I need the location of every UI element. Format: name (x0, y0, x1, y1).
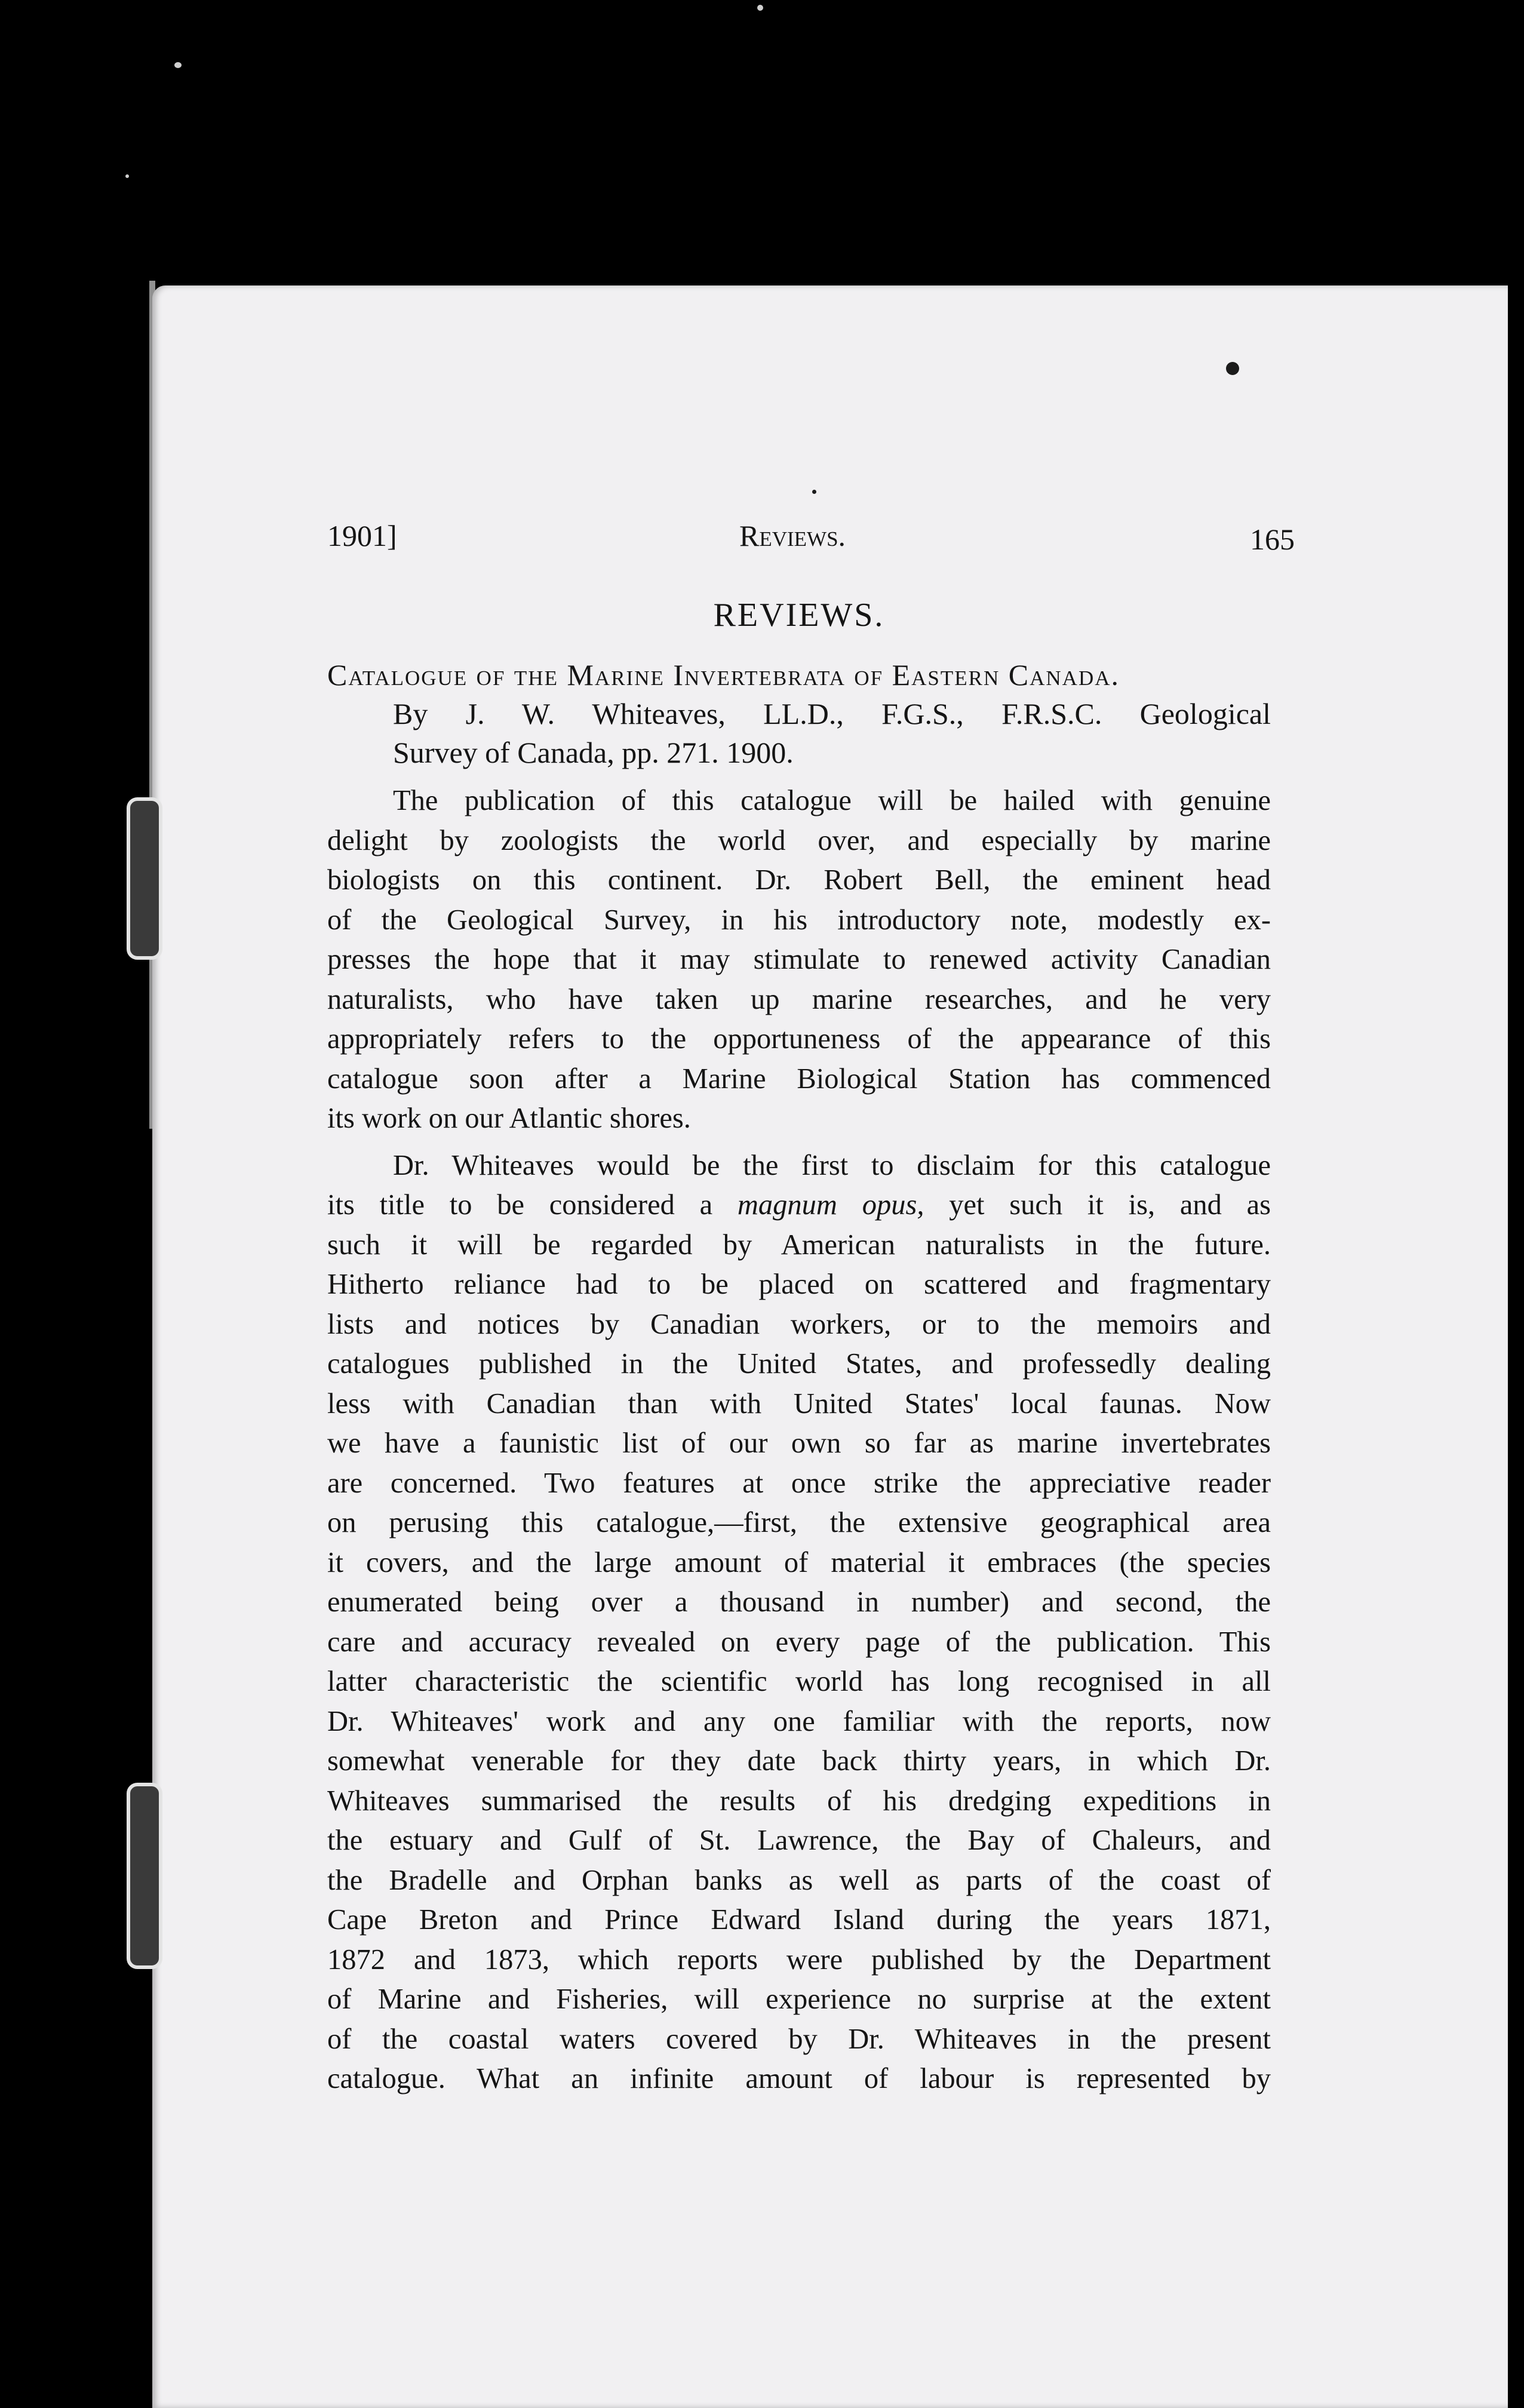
paragraph (327, 1146, 1271, 2099)
text-line: it covers, and the large amount of material it embraces (the species (327, 1546, 1271, 1578)
text-line: we have a faunistic list of our own so far as marine invertebrates (327, 1427, 1271, 1459)
page-number: 165 (1250, 523, 1295, 556)
text-line: Whiteaves summarised the results of his dredging expeditions in (327, 1784, 1271, 1817)
book-publisher: Survey of Canada, pp. 271. 1900. (393, 736, 794, 769)
paragraph (327, 781, 1271, 1139)
text-line: Cape Breton and Prince Edward Island during the years 1871, (327, 1904, 1271, 1936)
text-fragment: yet such it is, and as (949, 1189, 1271, 1221)
text-line: appropriately refers to the opportuneness of the appearance of this (327, 1023, 1271, 1055)
text-line: of the coastal waters covered by Dr. Whiteaves in the present (327, 2023, 1271, 2055)
text-line: less with Canadian than with United States' local faunas. Now (327, 1387, 1271, 1420)
running-head (327, 518, 1295, 566)
text-line: presses the hope that it may stimulate to renewed activity Canadian (327, 944, 1271, 975)
text-line: latter characteristic the scientific world has long recognised in all (327, 1666, 1271, 1697)
ink-spot (1226, 362, 1239, 375)
text-line: delight by zoologists the world over, and especially by marine (327, 824, 1271, 856)
text-line: Dr. Whiteaves would be the first to disclaim for this catalogue (393, 1149, 1271, 1181)
text-line (327, 1185, 1271, 1226)
scan-speck (125, 174, 129, 178)
running-head-year: 1901] (327, 519, 397, 552)
text-line: 1872 and 1873, which reports were published by the Department (327, 1943, 1271, 1976)
text-line: naturalists, who have taken up marine researches, and he very (327, 983, 1271, 1015)
running-head-title: Reviews. (739, 519, 846, 552)
text-line: enumerated being over a thousand in number) and second, the (327, 1586, 1271, 1618)
book-author: By J. W. Whiteaves, LL.D., F.G.S., F.R.S.C. Geological (393, 697, 1271, 730)
binding-clip (127, 1783, 162, 1969)
text-line: catalogue. What an infinite amount of labour is represented by (327, 2063, 1271, 2094)
text-line: are concerned. Two features at once strike the appreciative reader (327, 1467, 1271, 1499)
text-line: lists and notices by Canadian workers, or to the memoirs and (327, 1308, 1271, 1340)
text-line: of the Geological Survey, in his introductory note, modestly ex- (327, 904, 1271, 936)
review-body (327, 781, 1271, 2106)
text-line: The publication of this catalogue will be hailed with genuine (393, 785, 1271, 816)
text-line: Hitherto reliance had to be placed on scattered and fragmentary (327, 1268, 1271, 1300)
review-citation (327, 656, 1271, 772)
text-line: care and accuracy revealed on every page of the publication. This (327, 1626, 1271, 1658)
text-line: catalogue soon after a Marine Biological Station has commenced (327, 1062, 1271, 1095)
text-line: somewhat venerable for they date back thirty years, in which Dr. (327, 1745, 1271, 1777)
text-line: such it will be regarded by American naturalists in the future. (327, 1228, 1271, 1261)
ink-spot (812, 490, 816, 494)
scan-speck (174, 62, 182, 68)
text-line: catalogues published in the United States, and professedly dealing (327, 1348, 1271, 1380)
text-line: the Bradelle and Orphan banks as well as parts of the coast of (327, 1864, 1271, 1896)
scan-speck (757, 5, 763, 11)
text-line: the estuary and Gulf of St. Lawrence, the Bay of Chaleurs, and (327, 1825, 1271, 1856)
text-line: on perusing this catalogue,—first, the extensive geographical area (327, 1507, 1271, 1538)
text-line: its work on our Atlantic shores. (327, 1102, 691, 1134)
text-line: Dr. Whiteaves' work and any one familiar with the reports, now (327, 1705, 1271, 1737)
text-line: biologists on this continent. Dr. Robert Bell, the eminent head (327, 864, 1271, 896)
book-title: Catalogue of the Marine Invertebrata of Eastern Canada. (327, 658, 1120, 692)
binding-clip (127, 797, 162, 960)
section-title: REVIEWS. (713, 597, 885, 634)
text-line: of Marine and Fisheries, will experience no surprise at the extent (327, 1983, 1271, 2015)
text-fragment: its title to be considered a (327, 1189, 713, 1221)
italic-phrase: magnum opus, (737, 1189, 924, 1221)
